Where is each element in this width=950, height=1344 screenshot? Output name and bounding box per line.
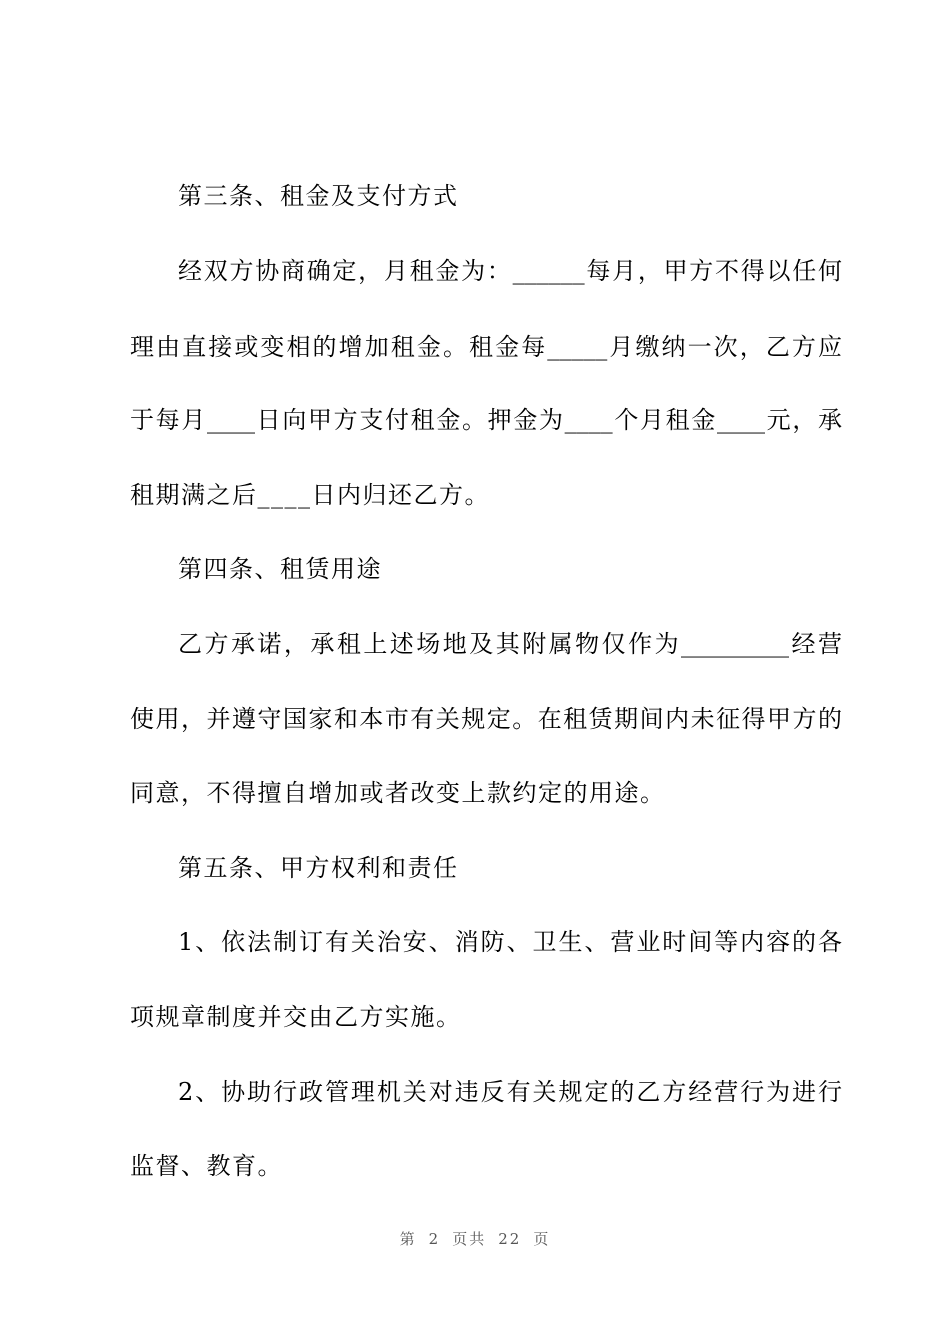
paragraph-line: 同意，不得擅自增加或者改变上款约定的用途。 (130, 779, 666, 807)
footer-middle: 页共 (452, 1230, 487, 1248)
paragraph-line: 使用，并遵守国家和本市有关规定。在租赁期间内未征得甲方的 (130, 705, 842, 733)
footer-total-pages: 22 (498, 1230, 522, 1248)
paragraph-line: 租期满之后____日内归还乙方。 (130, 481, 490, 509)
section-heading-4: 第四条、租赁用途 (178, 555, 382, 583)
paragraph-line: 于每月____日向甲方支付租金。押金为____个月租金____元，承 (130, 406, 842, 434)
list-item-line: 1、依法制订有关治安、消防、卫生、营业时间等内容的各 (178, 928, 842, 956)
footer-page-number: 2 (428, 1230, 441, 1248)
list-item-line: 2、协助行政管理机关对违反有关规定的乙方经营行为进行 (178, 1078, 842, 1106)
page-footer (0, 1228, 950, 1249)
paragraph-line: 乙方承诺，承租上述场地及其附属物仅作为_________经营 (178, 630, 842, 658)
list-item-line: 项规章制度并交由乙方实施。 (130, 1003, 462, 1031)
footer-prefix: 第 (399, 1230, 417, 1248)
paragraph-line: 理由直接或变相的增加租金。租金每_____月缴纳一次，乙方应 (130, 333, 842, 361)
paragraph-line: 经双方协商确定，月租金为：______每月，甲方不得以任何 (178, 257, 842, 285)
section-heading-5: 第五条、甲方权利和责任 (178, 854, 459, 882)
section-heading-3: 第三条、租金及支付方式 (178, 182, 459, 210)
list-item-line: 监督、教育。 (130, 1152, 283, 1180)
footer-suffix: 页 (533, 1230, 551, 1248)
